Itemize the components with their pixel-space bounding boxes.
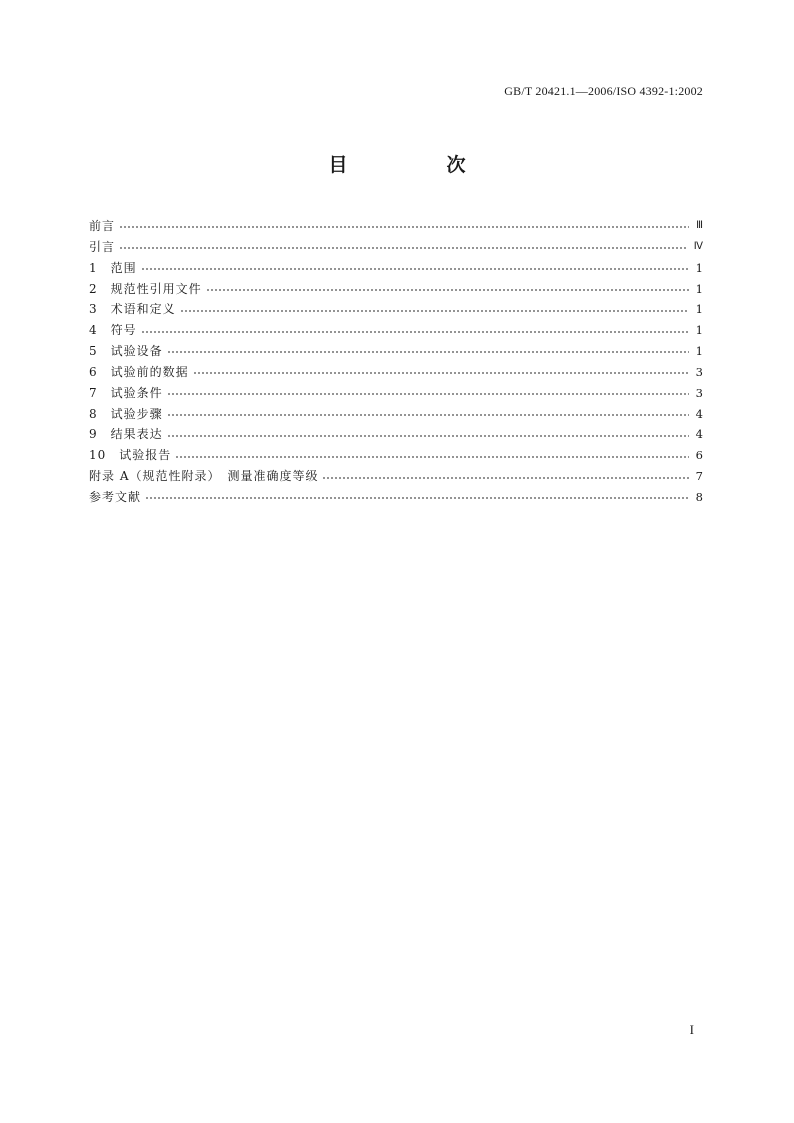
toc-entry-page: 7: [695, 469, 703, 484]
toc-entry-pretest-data[interactable]: [89, 362, 703, 383]
toc-entry-page: 8: [695, 489, 703, 504]
toc-entry-label: 3 术语和定义: [89, 302, 176, 317]
toc-entry-label: 参考文献: [89, 489, 142, 504]
toc-entry-label: 7 试验条件: [89, 385, 163, 400]
standard-number: GB/T 20421.1—2006/ISO 4392-1:2002: [504, 84, 703, 98]
toc-entry-label: 10 试验报告: [89, 448, 172, 463]
toc-entry-page: 1: [695, 302, 703, 317]
dot-leader: [206, 289, 689, 291]
dot-leader: [193, 372, 689, 374]
table-of-contents: [89, 216, 703, 508]
toc-entry-label: 引言: [89, 239, 116, 254]
page-number: I: [689, 1022, 694, 1037]
dot-leader: [322, 477, 689, 479]
toc-entry-introduction[interactable]: [89, 237, 703, 258]
toc-entry-label: 5 试验设备: [89, 344, 163, 359]
toc-entry-scope[interactable]: [89, 258, 703, 279]
toc-entry-normative-references[interactable]: [89, 279, 703, 300]
toc-entry-page: 4: [695, 406, 703, 421]
toc-entry-annex-a[interactable]: [89, 466, 703, 487]
dot-leader: [119, 226, 689, 228]
toc-entry-label: 2 规范性引用文件: [89, 281, 202, 296]
toc-entry-page: 3: [695, 364, 703, 379]
toc-entry-expression-of-results[interactable]: [89, 424, 703, 445]
toc-entry-page: 1: [695, 344, 703, 359]
dot-leader: [145, 497, 689, 499]
dot-leader: [167, 393, 689, 395]
toc-entry-label: 9 结果表达: [89, 427, 163, 442]
dot-leader: [175, 456, 689, 458]
toc-entry-test-conditions[interactable]: [89, 383, 703, 404]
toc-entry-foreword[interactable]: [89, 216, 703, 237]
toc-entry-label: 4 符号: [89, 323, 137, 338]
toc-entry-label: 8 试验步骤: [89, 406, 163, 421]
dot-leader: [141, 331, 689, 333]
page-title: 目 次: [328, 154, 506, 176]
toc-entry-page: 1: [695, 260, 703, 275]
toc-entry-terms-definitions[interactable]: [89, 299, 703, 320]
toc-entry-page: 1: [695, 323, 703, 338]
toc-entry-test-procedure[interactable]: [89, 404, 703, 425]
toc-entry-test-report[interactable]: [89, 445, 703, 466]
dot-leader: [119, 247, 688, 249]
toc-entry-page: Ⅲ: [696, 220, 703, 231]
toc-entry-label: 6 试验前的数据: [89, 364, 189, 379]
dot-leader: [167, 351, 689, 353]
toc-entry-page: 6: [695, 448, 703, 463]
toc-entry-page: 1: [695, 281, 703, 296]
toc-entry-page: Ⅳ: [693, 240, 703, 252]
toc-entry-page: 3: [695, 385, 703, 400]
dot-leader: [167, 435, 689, 437]
dot-leader: [167, 414, 689, 416]
toc-entry-label: 前言: [89, 219, 116, 233]
toc-entry-symbols[interactable]: [89, 320, 703, 341]
toc-entry-label: 附录 A（规范性附录） 测量准确度等级: [89, 469, 319, 484]
toc-entry-bibliography[interactable]: [89, 487, 703, 508]
dot-leader: [141, 268, 689, 270]
dot-leader: [180, 310, 689, 312]
toc-entry-page: 4: [695, 427, 703, 442]
toc-entry-test-equipment[interactable]: [89, 341, 703, 362]
toc-entry-label: 1 范围: [89, 260, 137, 275]
